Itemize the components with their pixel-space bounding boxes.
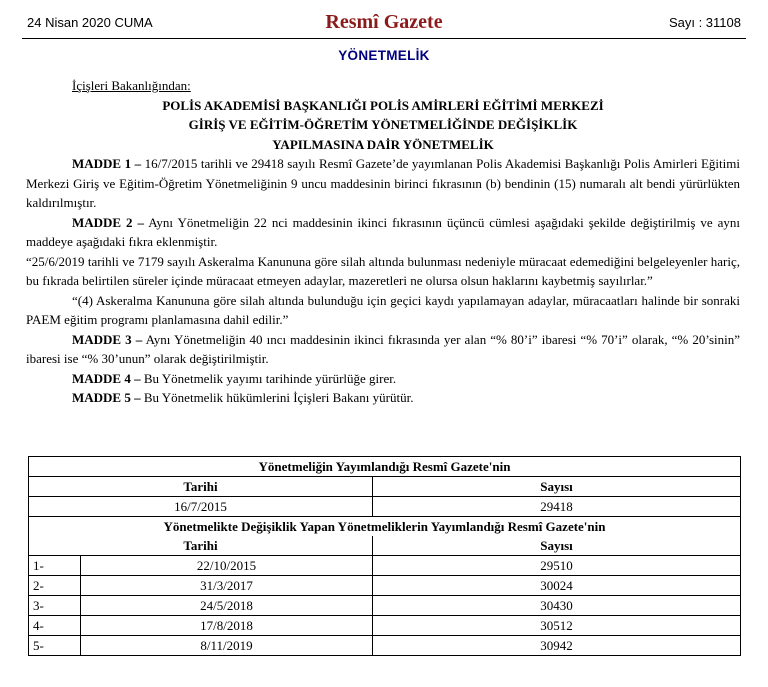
- column-header-date: Tarihi: [29, 477, 373, 497]
- row-number: 5-: [29, 636, 81, 656]
- article-2-quote-1: [26, 252, 740, 291]
- article-text: Bu Yönetmelik hükümlerini İçişleri Bakanı yürütür.: [140, 390, 414, 405]
- column-header-issue: Sayısı: [373, 536, 741, 556]
- published-issue: 29418: [373, 497, 741, 517]
- row-issue: 30430: [373, 596, 741, 616]
- row-number: 2-: [29, 576, 81, 596]
- regulation-title-line-1: POLİS AKADEMİSİ BAŞKANLIĞI POLİS AMİRLERİ EĞİTİMİ MERKEZİ: [162, 97, 604, 113]
- article-3: [26, 330, 740, 369]
- issue-number: Sayı : 31108: [668, 15, 741, 30]
- issue-date: 24 Nisan 2020 CUMA: [27, 15, 153, 30]
- article-5: [26, 388, 740, 408]
- published-header: Yönetmeliğin Yayımlandığı Resmî Gazete'nin: [29, 457, 741, 477]
- table-row: [29, 636, 741, 656]
- row-issue: 30512: [373, 616, 741, 636]
- article-2: [26, 213, 740, 252]
- row-date: 8/11/2019: [81, 636, 373, 656]
- header-divider: [22, 38, 746, 39]
- row-issue: 30942: [373, 636, 741, 656]
- article-label: MADDE 3 –: [72, 331, 143, 347]
- article-text: 16/7/2015 tarihli ve 29418 sayılı Resmî Gazete’de yayımlanan Polis Akademisi Başkanlığı Polis Amirleri Eğitimi Merkezi Giriş ve Eğitim-Öğretim Yönetmeliğinin 9 uncu maddesinin birinci fıkrasının (b) bendinin (15) numaralı alt bendi yürürlükten kaldırılmıştır.: [26, 156, 740, 210]
- article-label: MADDE 5 –: [72, 390, 141, 405]
- publication-history-table: [28, 456, 741, 656]
- article-text: Bu Yönetmelik yayımı tarihinde yürürlüğe girer.: [140, 370, 397, 386]
- issuer: İçişleri Bakanlığından:: [72, 78, 191, 93]
- section-title: YÖNETMELİK: [338, 48, 430, 63]
- table-row: [29, 556, 741, 576]
- regulation-title-line-3: YAPILMASINA DAİR YÖNETMELİK: [272, 136, 494, 152]
- amendments-header: Yönetmelikte Değişiklik Yapan Yönetmeliklerin Yayımlandığı Resmî Gazete'nin: [29, 517, 741, 537]
- article-2-quote-2: [26, 291, 740, 330]
- row-issue: 30024: [373, 576, 741, 596]
- row-issue: 29510: [373, 556, 741, 576]
- article-label: MADDE 2 –: [72, 214, 144, 230]
- gazette-title: Resmî Gazete: [325, 11, 443, 33]
- regulation-body: [26, 76, 740, 408]
- row-number: 3-: [29, 596, 81, 616]
- article-text: Aynı Yönetmeliğin 22 nci maddesinin ikinci fıkrasının üçüncü cümlesi aşağıdaki şekilde değiştirilmiş ve aynı maddeye aşağıdaki fıkra eklenmiştir.: [26, 214, 740, 249]
- article-text: Aynı Yönetmeliğin 40 ıncı maddesinin ikinci fıkrasında yer alan “% 80’i” ibaresi “% 70’i” olarak, “% 20’sinin” ibaresi ise “% 30’unun” olarak değiştirilmiştir.: [26, 331, 740, 366]
- row-date: 24/5/2018: [81, 596, 373, 616]
- row-number: 4-: [29, 616, 81, 636]
- published-date: 16/7/2015: [29, 497, 373, 517]
- article-text: “25/6/2019 tarihli ve 7179 sayılı Askeralma Kanununa göre silah altında bulunması nedeniyle müracaat edemediğini belgeleyenler hariç, bu fıkrada belirtilen süreler içinde müracaat etmeyen adaylar, mazeretleri ne olursa olsun haklarını kaybetmiş sayılırlar.”: [26, 253, 740, 288]
- regulation-title-line-2: GİRİŞ VE EĞİTİM-ÖĞRETİM YÖNETMELİĞİNDE DEĞİŞİKLİK: [188, 117, 578, 132]
- article-label: MADDE 1 –: [72, 156, 142, 171]
- article-1: [26, 154, 740, 213]
- table-row: [29, 616, 741, 636]
- article-text: “(4) Askeralma Kanununa göre silah altında bulunduğu için geçici kaydı yapılamayan adaylar, müracaatları halinde bir sonraki PAEM eğitim programı planlamasına dahil edilir.”: [26, 292, 740, 327]
- row-number: 1-: [29, 556, 81, 576]
- column-header-date: Tarihi: [29, 536, 373, 556]
- column-header-issue: Sayısı: [373, 477, 741, 497]
- row-date: 31/3/2017: [81, 576, 373, 596]
- article-label: MADDE 4 –: [72, 370, 141, 386]
- gazette-header: [0, 0, 768, 40]
- row-date: 17/8/2018: [81, 616, 373, 636]
- row-date: 22/10/2015: [81, 556, 373, 576]
- table-row: [29, 596, 741, 616]
- table-row: [29, 576, 741, 596]
- article-4: [26, 369, 740, 389]
